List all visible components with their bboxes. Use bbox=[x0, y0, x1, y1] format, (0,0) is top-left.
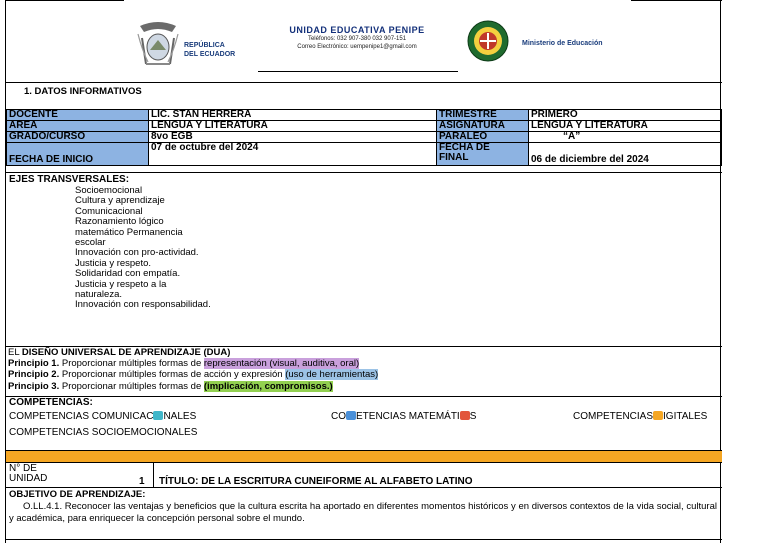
list-item: matemático Permanencia bbox=[75, 226, 183, 238]
section-title: 1. DATOS INFORMATIVOS bbox=[24, 86, 142, 97]
principle-1-text: Proporcionar múltiples formas de bbox=[59, 358, 204, 370]
document-page bbox=[5, 0, 721, 543]
info-table bbox=[6, 109, 722, 166]
list-item: Justicia y respeto. bbox=[75, 257, 152, 269]
dua-principle-3 bbox=[8, 381, 722, 392]
competencias-section bbox=[6, 397, 722, 447]
list-item: Innovación con pro-actividad. bbox=[75, 247, 199, 259]
principle-2-text: Proporcionar múltiples formas de acción y expresión bbox=[59, 369, 286, 381]
competencia-comunicacionales-text-a: COMPETENCIAS COMUNICAC bbox=[9, 411, 154, 422]
competencia-matematicas-text-a: CO bbox=[331, 411, 346, 422]
math-figure-icon bbox=[460, 411, 470, 420]
principle-1-highlight: representación bbox=[203, 358, 267, 370]
digital-icon bbox=[653, 411, 663, 420]
competencia-socioemocionales: COMPETENCIAS SOCIOEMOCIONALES bbox=[9, 427, 198, 438]
objetivo-title: OBJETIVO DE APRENDIZAJE: bbox=[9, 489, 146, 500]
ecuador-coat-of-arms-icon bbox=[136, 20, 180, 70]
school-underline bbox=[258, 71, 458, 72]
ejes-transversales bbox=[6, 172, 722, 347]
fecha-inicio-value: 07 de octubre del 2024 bbox=[149, 143, 437, 166]
table-row bbox=[7, 110, 722, 121]
fecha-final-value: 06 de diciembre del 2024 bbox=[529, 143, 722, 166]
school-phones: Teléfonos: 032 907-380 032 907-151 bbox=[307, 36, 407, 42]
dua-intro bbox=[8, 347, 722, 358]
trimestre-value: PRIMERO bbox=[529, 110, 722, 121]
unit-number: 1 bbox=[139, 476, 145, 487]
principle-2-highlight: (uso de herramientas) bbox=[285, 369, 379, 381]
list-item: Socioemocional bbox=[75, 185, 143, 196]
principle-3-highlight: (implicación, compromisos.) bbox=[203, 380, 333, 392]
dua-section bbox=[6, 347, 722, 397]
fecha-final-label-line-2: FINAL bbox=[439, 152, 469, 163]
list-item: escolar bbox=[75, 237, 106, 249]
competencia-matematicas-text-c: S bbox=[469, 411, 477, 422]
principle-1-label: Principio 1. bbox=[8, 358, 60, 370]
principle-2-label: Principio 2. bbox=[8, 369, 60, 381]
ministry-label: Ministerio de Educación bbox=[522, 40, 603, 47]
trimestre-label: TRIMESTRE bbox=[437, 110, 529, 121]
unit-divider bbox=[153, 463, 154, 488]
list-item: Razonamiento lógico bbox=[75, 216, 164, 228]
document-header bbox=[6, 0, 722, 83]
docente-label: DOCENTE bbox=[7, 110, 149, 121]
ejes-list bbox=[75, 186, 240, 311]
competencia-comunicacionales-text-b: NALES bbox=[163, 411, 197, 422]
paralelo-value: “A” bbox=[529, 132, 722, 143]
dua-intro-prefix: EL bbox=[8, 347, 22, 358]
principle-3-text: Proporcionar múltiples formas de bbox=[59, 380, 204, 392]
asignatura-label: ASIGNATURA bbox=[437, 121, 529, 132]
competencia-matematicas-text-b: ETENCIAS MATEMÁTI bbox=[356, 411, 460, 422]
school-email: Correo Electrónico: uempenipe1@gmail.com bbox=[297, 44, 417, 50]
republica-label bbox=[184, 41, 235, 59]
fecha-inicio-label: FECHA DE INICIO bbox=[7, 143, 149, 166]
unit-row bbox=[6, 463, 722, 488]
principle-1-highlight-detail: (visual, auditiva, oral) bbox=[266, 358, 360, 370]
republica-line-2: DEL ECUADOR bbox=[184, 51, 236, 58]
docente-value: LIC. STAN HERRERA bbox=[149, 110, 437, 121]
asignatura-value: LENGUA Y LITERATURA bbox=[529, 121, 722, 132]
bottom-border bbox=[6, 539, 722, 540]
objetivo-text: O.LL.4.1. Reconocer las ventajas y beneficios que la cultura escrita ha aportado en diferentes momentos históricos y en diversos contextos de la vida social, cultural y académica, para enriquecer la concepción personal sobre el mundo. bbox=[9, 501, 717, 524]
dua-principle-2 bbox=[8, 369, 722, 380]
school-heading bbox=[262, 25, 452, 51]
school-seal-icon bbox=[467, 20, 509, 62]
area-value: LENGUA Y LITERATURA bbox=[149, 121, 437, 132]
grado-value: 8vo EGB bbox=[149, 132, 437, 143]
unit-number-label-line-2: UNIDAD bbox=[9, 473, 48, 484]
unit-number-label-line-1: N° DE bbox=[9, 463, 37, 474]
orange-separator bbox=[6, 450, 722, 463]
list-item: Innovación con responsabilidad. bbox=[75, 299, 211, 311]
dua-intro-title: DISEÑO UNIVERSAL DE APRENDIZAJE (DUA) bbox=[21, 347, 231, 358]
competencia-digitales-text-a: COMPETENCIAS bbox=[573, 411, 654, 422]
paralelo-label: PARALEO bbox=[437, 132, 529, 143]
table-row bbox=[7, 143, 722, 166]
competencia-digitales bbox=[573, 411, 707, 422]
list-item: naturaleza. bbox=[75, 289, 123, 301]
competencia-digitales-text-b: IGITALES bbox=[663, 411, 708, 422]
fecha-final-label-line-1: FECHA DE bbox=[439, 142, 490, 153]
objetivo-section bbox=[6, 488, 722, 538]
unit-number-label bbox=[9, 464, 47, 484]
list-item: Justicia y respeto a la bbox=[75, 278, 167, 290]
republica-line-1: REPÚBLICA bbox=[184, 42, 225, 49]
list-item: Cultura y aprendizaje bbox=[75, 195, 165, 207]
competencia-comunicacionales bbox=[9, 411, 196, 422]
ejes-title: EJES TRANSVERSALES: bbox=[9, 174, 130, 185]
communication-icon bbox=[153, 411, 163, 420]
competencias-title: COMPETENCIAS: bbox=[9, 397, 93, 408]
school-name: UNIDAD EDUCATIVA PENIPE bbox=[289, 25, 425, 35]
grado-label: GRADO/CURSO bbox=[7, 132, 149, 143]
dua-principle-1 bbox=[8, 358, 722, 369]
principle-3-label: Principio 3. bbox=[8, 380, 60, 392]
table-row bbox=[7, 132, 722, 143]
list-item: Solidaridad con empatía. bbox=[75, 268, 181, 280]
unit-title: TÍTULO: DE LA ESCRITURA CUNEIFORME AL ALFABETO LATINO bbox=[159, 476, 473, 487]
area-label: AREA bbox=[7, 121, 149, 132]
table-row bbox=[7, 121, 722, 132]
math-icon bbox=[346, 411, 356, 420]
fecha-final-label bbox=[437, 143, 529, 166]
competencia-matematicas bbox=[331, 411, 476, 422]
list-item: Comunicacional bbox=[75, 205, 143, 217]
